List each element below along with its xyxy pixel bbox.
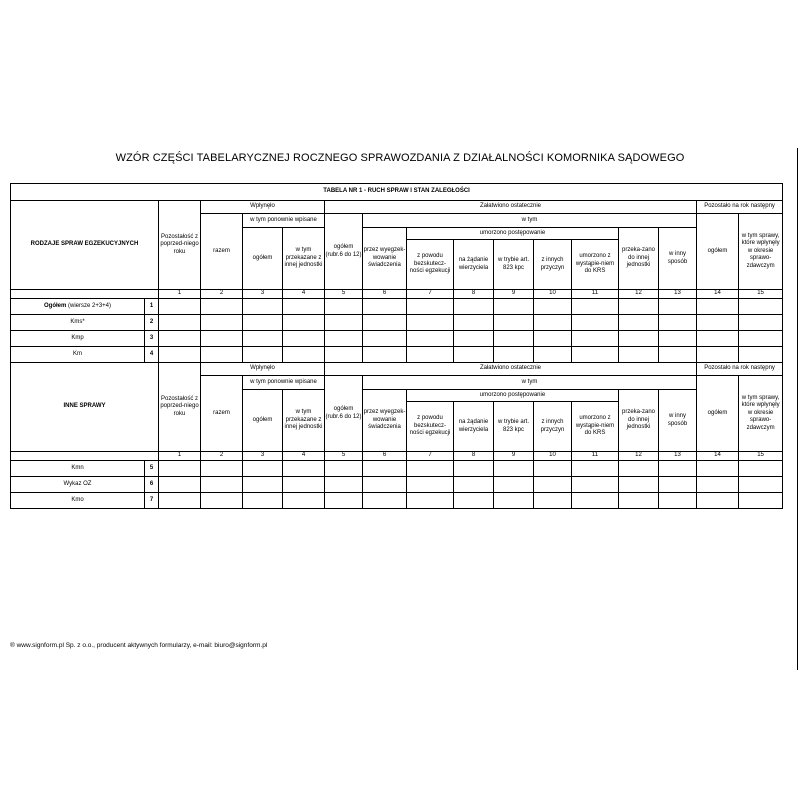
input-cell[interactable] xyxy=(407,347,454,363)
input-cell[interactable] xyxy=(283,477,325,493)
table-row xyxy=(11,477,783,493)
col-number: 15 xyxy=(739,290,783,299)
input-cell[interactable] xyxy=(159,315,201,331)
input-cell[interactable] xyxy=(697,347,739,363)
header-ogolem: ogółem xyxy=(243,390,283,452)
input-cell[interactable] xyxy=(159,477,201,493)
header-umorzono: umorzono postępowanie xyxy=(407,228,619,240)
col-number: 7 xyxy=(407,452,454,461)
table-row xyxy=(11,299,783,315)
input-cell[interactable] xyxy=(454,315,494,331)
col-number: 7 xyxy=(407,290,454,299)
row-number: 2 xyxy=(145,315,159,331)
header-zalatwiono: Załatwiono ostatecznie xyxy=(325,363,697,376)
row-label: Wykaz OZ xyxy=(11,477,145,493)
input-cell[interactable] xyxy=(283,347,325,363)
row-number: 6 xyxy=(145,477,159,493)
input-cell[interactable] xyxy=(659,347,697,363)
input-cell[interactable] xyxy=(407,461,454,477)
input-cell[interactable] xyxy=(159,347,201,363)
header-na-zadanie: na żądanie wierzyciela xyxy=(454,240,494,290)
input-cell[interactable] xyxy=(572,477,619,493)
header-zalatwiono: Załatwiono ostatecznie xyxy=(325,201,697,214)
input-cell[interactable] xyxy=(325,347,363,363)
col-number: 3 xyxy=(243,290,283,299)
section-label: RODZAJE SPRAW EGZEKUCYJNYCH xyxy=(11,201,159,290)
input-cell[interactable] xyxy=(697,331,739,347)
header-przekazano: przeka-zano do innej jednostki xyxy=(619,228,659,290)
input-cell[interactable] xyxy=(494,493,534,509)
header-ogolem: ogółem xyxy=(697,214,739,290)
input-cell[interactable] xyxy=(407,493,454,509)
row-label: Kmn xyxy=(11,461,145,477)
col-number: 4 xyxy=(283,452,325,461)
col-number: 8 xyxy=(454,290,494,299)
col-number: 2 xyxy=(201,290,243,299)
input-cell[interactable] xyxy=(494,315,534,331)
input-cell[interactable] xyxy=(697,493,739,509)
input-cell[interactable] xyxy=(243,315,283,331)
input-cell[interactable] xyxy=(454,477,494,493)
input-cell[interactable] xyxy=(494,299,534,315)
col-number: 5 xyxy=(325,290,363,299)
input-cell[interactable] xyxy=(454,331,494,347)
input-cell[interactable] xyxy=(159,331,201,347)
header-w-tym: w tym xyxy=(363,376,697,390)
input-cell[interactable] xyxy=(454,299,494,315)
input-cell[interactable] xyxy=(572,315,619,331)
input-cell[interactable] xyxy=(494,461,534,477)
col-number: 11 xyxy=(572,290,619,299)
input-cell[interactable] xyxy=(494,331,534,347)
header-pozostalo: Pozostało na rok następny xyxy=(697,201,783,214)
input-cell[interactable] xyxy=(534,331,572,347)
col-number: 6 xyxy=(363,452,407,461)
input-cell[interactable] xyxy=(363,299,407,315)
header-w-trybie: w trybie art. 823 kpc xyxy=(494,240,534,290)
input-cell[interactable] xyxy=(739,461,783,477)
input-cell[interactable] xyxy=(619,461,659,477)
input-cell[interactable] xyxy=(243,493,283,509)
row-label: Kmo xyxy=(11,493,145,509)
input-cell[interactable] xyxy=(619,299,659,315)
row-number: 5 xyxy=(145,461,159,477)
input-cell[interactable] xyxy=(454,493,494,509)
table-row xyxy=(11,315,783,331)
input-cell[interactable] xyxy=(325,477,363,493)
header-w-inny: w inny sposób xyxy=(659,390,697,452)
input-cell[interactable] xyxy=(407,331,454,347)
input-cell[interactable] xyxy=(283,331,325,347)
input-cell[interactable] xyxy=(201,347,243,363)
input-cell[interactable] xyxy=(659,315,697,331)
header-na-zadanie: na żądanie wierzyciela xyxy=(454,402,494,452)
input-cell[interactable] xyxy=(363,477,407,493)
input-cell[interactable] xyxy=(697,461,739,477)
input-cell[interactable] xyxy=(283,299,325,315)
header-pozostalosc: Pozostałość z poprzed-niego roku xyxy=(159,363,201,452)
input-cell[interactable] xyxy=(325,315,363,331)
col-number: 9 xyxy=(494,452,534,461)
input-cell[interactable] xyxy=(454,347,494,363)
header-w-tym-ponownie: w tym ponownie wpisane xyxy=(243,214,325,228)
input-cell[interactable] xyxy=(283,461,325,477)
row-number: 7 xyxy=(145,493,159,509)
col-number: 13 xyxy=(659,290,697,299)
input-cell[interactable] xyxy=(201,299,243,315)
header-w-inny: w inny sposób xyxy=(659,228,697,290)
table-row xyxy=(11,461,783,477)
col-number: 14 xyxy=(697,290,739,299)
header-ogolem-rubr: ogółem (rubr.6 do 12) xyxy=(325,214,363,290)
header-w-trybie: w trybie art. 823 kpc xyxy=(494,402,534,452)
input-cell[interactable] xyxy=(159,461,201,477)
col-number: 5 xyxy=(325,452,363,461)
col-number: 3 xyxy=(243,452,283,461)
col-number: 2 xyxy=(201,452,243,461)
row-label: Ogółem (wiersze 2+3+4) xyxy=(11,299,145,315)
input-cell[interactable] xyxy=(619,477,659,493)
col-number: 1 xyxy=(159,290,201,299)
input-cell[interactable] xyxy=(243,461,283,477)
header-umorzono-krs: umorzono z wystąpie-niem do KRS xyxy=(572,240,619,290)
input-cell[interactable] xyxy=(697,315,739,331)
input-cell[interactable] xyxy=(407,299,454,315)
col-number: 10 xyxy=(534,452,572,461)
input-cell[interactable] xyxy=(159,299,201,315)
input-cell[interactable] xyxy=(659,493,697,509)
col-number: 6 xyxy=(363,290,407,299)
input-cell[interactable] xyxy=(201,477,243,493)
input-cell[interactable] xyxy=(619,493,659,509)
input-cell[interactable] xyxy=(739,477,783,493)
table-row xyxy=(11,347,783,363)
header-wplynelo: Wpłynęło xyxy=(201,363,325,376)
header-z-innych: z innych przyczyn xyxy=(534,240,572,290)
header-w-tym-przekazane: w tym przekazane z innej jednostki xyxy=(283,390,325,452)
input-cell[interactable] xyxy=(243,299,283,315)
input-cell[interactable] xyxy=(534,477,572,493)
input-cell[interactable] xyxy=(659,477,697,493)
input-cell[interactable] xyxy=(159,493,201,509)
input-cell[interactable] xyxy=(534,347,572,363)
input-cell[interactable] xyxy=(201,315,243,331)
input-cell[interactable] xyxy=(243,347,283,363)
header-umorzono: umorzono postępowanie xyxy=(407,390,619,402)
input-cell[interactable] xyxy=(534,461,572,477)
input-cell[interactable] xyxy=(363,331,407,347)
header-przez-wyegzekwowanie: przez wyegzek-wowanie świadczenia xyxy=(363,228,407,290)
input-cell[interactable] xyxy=(283,315,325,331)
input-cell[interactable] xyxy=(534,493,572,509)
header-w-tym-ponownie: w tym ponownie wpisane xyxy=(243,376,325,390)
input-cell[interactable] xyxy=(243,477,283,493)
input-cell[interactable] xyxy=(739,315,783,331)
input-cell[interactable] xyxy=(739,493,783,509)
input-cell[interactable] xyxy=(363,347,407,363)
col-number: 14 xyxy=(697,452,739,461)
col-number: 1 xyxy=(159,452,201,461)
input-cell[interactable] xyxy=(697,477,739,493)
input-cell[interactable] xyxy=(325,331,363,347)
col-number: 8 xyxy=(454,452,494,461)
input-cell[interactable] xyxy=(619,315,659,331)
input-cell[interactable] xyxy=(494,477,534,493)
header-z-powodu: z powodu bezskutecz-ności egzekucji xyxy=(407,240,454,290)
table-title: TABELA NR 1 - RUCH SPRAW I STAN ZALEGŁOŚCI xyxy=(11,184,783,201)
row-label: Kms* xyxy=(11,315,145,331)
input-cell[interactable] xyxy=(454,461,494,477)
row-label: Km xyxy=(11,347,145,363)
header-w-tym: w tym xyxy=(363,214,697,228)
input-cell[interactable] xyxy=(407,315,454,331)
input-cell[interactable] xyxy=(739,299,783,315)
input-cell[interactable] xyxy=(572,493,619,509)
header-ogolem: ogółem xyxy=(697,376,739,452)
header-razem: razem xyxy=(201,376,243,452)
table-row xyxy=(11,331,783,347)
input-cell[interactable] xyxy=(572,347,619,363)
page-edge-line xyxy=(797,148,798,670)
header-pozostalosc: Pozostałość z poprzed-niego roku xyxy=(159,201,201,290)
input-cell[interactable] xyxy=(363,315,407,331)
input-cell[interactable] xyxy=(697,299,739,315)
input-cell[interactable] xyxy=(572,461,619,477)
col-number: 4 xyxy=(283,290,325,299)
input-cell[interactable] xyxy=(534,315,572,331)
input-cell[interactable] xyxy=(283,493,325,509)
header-ogolem-rubr: ogółem (rubr.6 do 12) xyxy=(325,376,363,452)
header-razem: razem xyxy=(201,214,243,290)
input-cell[interactable] xyxy=(572,299,619,315)
input-cell[interactable] xyxy=(325,493,363,509)
row-number: 3 xyxy=(145,331,159,347)
header-przekazano: przeka-zano do innej jednostki xyxy=(619,390,659,452)
input-cell[interactable] xyxy=(201,493,243,509)
header-przez-wyegzekwowanie: przez wyegzek-wowanie świadczenia xyxy=(363,390,407,452)
input-cell[interactable] xyxy=(619,331,659,347)
input-cell[interactable] xyxy=(325,461,363,477)
row-label: Kmp xyxy=(11,331,145,347)
input-cell[interactable] xyxy=(619,347,659,363)
input-cell[interactable] xyxy=(325,299,363,315)
header-w-tym-sprawy: w tym sprawy, które wpłynęły w okresie sprawo-zdawczym xyxy=(739,214,783,290)
col-number: 15 xyxy=(739,452,783,461)
table-row xyxy=(11,493,783,509)
col-number: 11 xyxy=(572,452,619,461)
row-number: 1 xyxy=(145,299,159,315)
footer-text: ® www.signform.pl Sp. z o.o., producent aktywnych formularzy, e-mail: biuro@signform.pl xyxy=(10,642,268,649)
col-number: 12 xyxy=(619,452,659,461)
header-w-tym-przekazane: w tym przekazane z innej jednostki xyxy=(283,228,325,290)
header-wplynelo: Wpłynęło xyxy=(201,201,325,214)
col-number: 10 xyxy=(534,290,572,299)
input-cell[interactable] xyxy=(659,331,697,347)
header-w-tym-sprawy: w tym sprawy, które wpłynęły w okresie sprawo-zdawczym xyxy=(739,376,783,452)
header-ogolem: ogółem xyxy=(243,228,283,290)
input-cell[interactable] xyxy=(363,493,407,509)
input-cell[interactable] xyxy=(659,461,697,477)
header-z-innych: z innych przyczyn xyxy=(534,402,572,452)
input-cell[interactable] xyxy=(494,347,534,363)
input-cell[interactable] xyxy=(201,461,243,477)
input-cell[interactable] xyxy=(243,331,283,347)
input-cell[interactable] xyxy=(572,331,619,347)
col-number: 13 xyxy=(659,452,697,461)
header-pozostalo: Pozostało na rok następny xyxy=(697,363,783,376)
col-number: 12 xyxy=(619,290,659,299)
form-table xyxy=(10,183,783,509)
input-cell[interactable] xyxy=(739,331,783,347)
input-cell[interactable] xyxy=(407,477,454,493)
input-cell[interactable] xyxy=(201,331,243,347)
header-umorzono-krs: umorzono z wystąpie-niem do KRS xyxy=(572,402,619,452)
page-title: WZÓR CZĘŚCI TABELARYCZNEJ ROCZNEGO SPRAWOZDANIA Z DZIAŁALNOŚCI KOMORNIKA SĄDOWEGO xyxy=(115,152,685,164)
input-cell[interactable] xyxy=(659,299,697,315)
section-label: INNE SPRAWY xyxy=(11,363,159,452)
col-number: 9 xyxy=(494,290,534,299)
input-cell[interactable] xyxy=(739,347,783,363)
header-z-powodu: z powodu bezskutecz-ności egzekucji xyxy=(407,402,454,452)
input-cell[interactable] xyxy=(534,299,572,315)
input-cell[interactable] xyxy=(363,461,407,477)
row-number: 4 xyxy=(145,347,159,363)
